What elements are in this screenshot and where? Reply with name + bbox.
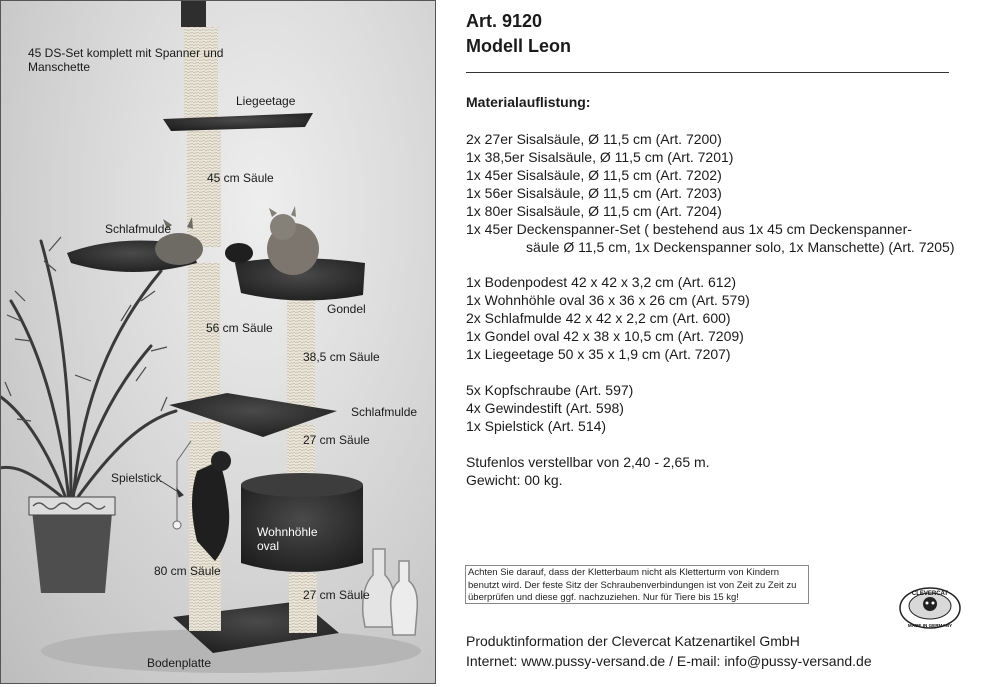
article-number: Art. 9120 — [466, 11, 543, 31]
label-saeule-56: 56 cm Säule — [206, 321, 273, 335]
safety-notice: Achten Sie darauf, dass der Kletterbaum nicht als Kletterturm von Kindern benutzt wird. Der feste Sitz der Schraubenverbindungen ist von Zeit zu Zeit zu überprüfen und diese ggf. nachzuziehen. Nur für Tiere bis 15 kg! — [465, 565, 809, 604]
product-photo — [0, 0, 436, 684]
specs-list — [466, 453, 710, 489]
pointer-arrows — [161, 481, 183, 497]
spec-weight: Gewicht: 00 kg. — [466, 472, 563, 488]
list-item: 1x 45er Deckenspanner-Set ( bestehend aus 1x 45 cm Deckenspanner- — [466, 221, 912, 237]
clevercat-badge — [897, 586, 963, 632]
list-item-continuation: säule Ø 11,5 cm, 1x Deckenspanner solo, 1x Manschette) (Art. 7205) — [526, 239, 955, 255]
materials-heading: Materialauflistung: — [466, 94, 591, 110]
footer-contact: Internet: www.pussy-versand.de / E-mail: info@pussy-versand.de — [466, 653, 872, 669]
list-item: 2x 27er Sisalsäule, Ø 11,5 cm (Art. 7200) — [466, 131, 722, 147]
spec-adjustable: Stufenlos verstellbar von 2,40 - 2,65 m. — [466, 454, 710, 470]
list-item: 1x Bodenpodest 42 x 42 x 3,2 cm (Art. 612) — [466, 274, 737, 290]
list-item: 1x Wohnhöhle oval 36 x 36 x 26 cm (Art. 579) — [466, 292, 750, 308]
ceiling-tensioner — [181, 1, 206, 27]
label-saeule-80: 80 cm Säule — [154, 564, 221, 578]
list-item: 1x Liegeetage 50 x 35 x 1,9 cm (Art. 7207) — [466, 346, 731, 362]
badge-brand: CLEVERCAT — [911, 591, 949, 597]
cat-face-icon — [923, 597, 937, 611]
list-item: 1x 80er Sisalsäule, Ø 11,5 cm (Art. 7204) — [466, 203, 722, 219]
title-divider — [466, 72, 949, 73]
column-45-ds — [184, 27, 218, 122]
list-item: 1x 45er Sisalsäule, Ø 11,5 cm (Art. 7202) — [466, 167, 722, 183]
model-name: Modell Leon — [466, 36, 571, 56]
footer — [466, 631, 872, 671]
parts-list — [466, 130, 955, 256]
cat-tree-illustration — [1, 1, 436, 684]
column-27-lower — [289, 573, 317, 633]
label-saeule-27-lower: 27 cm Säule — [303, 588, 370, 602]
glass-vases — [363, 549, 418, 635]
label-wohnhoehle: Wohnhöhle oval — [257, 525, 318, 553]
label-bodenplatte: Bodenplatte — [147, 656, 212, 670]
label-schlafmulde-mid: Schlafmulde — [351, 405, 418, 419]
label-liegeetage: Liegeetage — [236, 94, 296, 108]
palm-plant — [1, 237, 176, 501]
badge-made-in: MADE IN GERMANY — [907, 623, 953, 628]
label-saeule-38-5: 38,5 cm Säule — [303, 350, 380, 364]
list-item: 1x 56er Sisalsäule, Ø 11,5 cm (Art. 7203) — [466, 185, 722, 201]
label-saeule-45: 45 cm Säule — [207, 171, 274, 185]
list-item: 1x Spielstick (Art. 514) — [466, 418, 607, 434]
label-ds-set: 45 DS-Set komplett mit Spanner und Manschette — [28, 46, 224, 74]
list-item: 2x Schlafmulde 42 x 42 x 2,2 cm (Art. 600) — [466, 310, 731, 326]
label-spielstick: Spielstick — [111, 471, 162, 485]
list-item: 1x Gondel oval 42 x 38 x 10,5 cm (Art. 7209) — [466, 328, 744, 344]
list-item: 5x Kopfschraube (Art. 597) — [466, 382, 634, 398]
label-gondel: Gondel — [327, 302, 366, 316]
list-item: 4x Gewindestift (Art. 598) — [466, 400, 624, 416]
list-item: 1x 38,5er Sisalsäule, Ø 11,5 cm (Art. 7201) — [466, 149, 734, 165]
wohnhoehle-shape — [241, 473, 363, 572]
label-schlafmulde-top: Schlafmulde — [105, 222, 172, 236]
footer-company: Produktinformation der Clevercat Katzenartikel GmbH — [466, 633, 800, 649]
play-stick — [173, 441, 191, 529]
hardware-list — [466, 381, 633, 435]
label-saeule-27-upper: 27 cm Säule — [303, 433, 370, 447]
flower-pot — [29, 497, 115, 593]
platforms-list — [466, 273, 750, 363]
